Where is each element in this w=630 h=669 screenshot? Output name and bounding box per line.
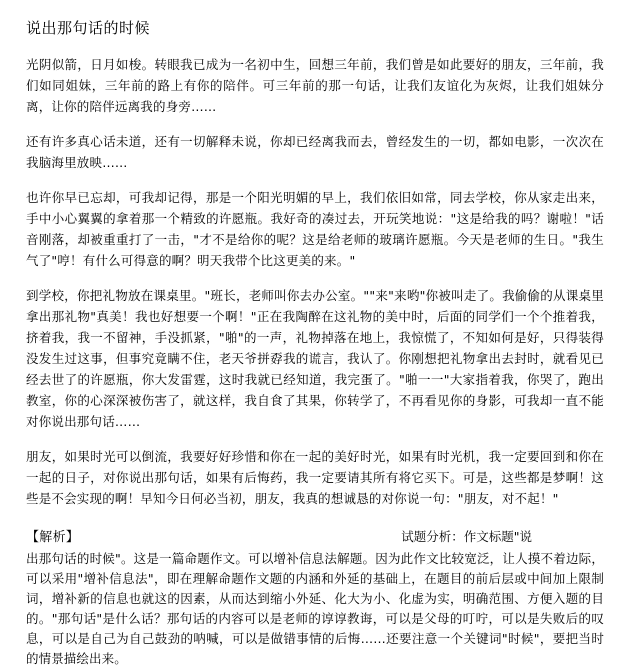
body-paragraph: 还有许多真心话未道，还有一切解释未说，你却已经离我而去，曾经发生的一切，都如电影，一次次在我脑海里放映…… (26, 134, 604, 170)
analysis-question-intro: 试题分析：作文标题"说 (401, 529, 532, 544)
body-paragraph: 朋友，如果时光可以倒流，我要好好珍惜和你在一起的美好时光，如果有时光机，我一定要回到和你在一起的日子，对你说出那句话，如果有后悔药，我一定要请其所有将它买下。可是，这些都是梦啊！这些是不会实现的啊！早知今日何必当初，朋友，我真的想诚恳的对你说一句："朋友，对不起！" (26, 449, 604, 506)
analysis-label: 【解析】 (26, 530, 80, 545)
body-paragraph: 也许你早已忘却，可我却记得，那是一个阳光明媚的早上，我们依旧如常，同去学校，你从家走出来，手中小心翼翼的拿着那一个精致的许愿瓶。我好奇的凑过去，开玩笑地说："这是给我的吗？谢啦！"话音刚落，却被重重打了一击，"才不是给你的呢？这是给老师的玻璃许愿瓶。今天是老师的生日。"我生气了"哼！有什么可得意的啊？明天我带个比这更美的来。" (26, 190, 604, 268)
analysis-body: 出那句话的时候"。这是一篇命题作文。可以增补信息法解题。因为此作文比较宽泛，让人摸不着边际，可以采用"增补信息法"，即在理解命题作文题的内涵和外延的基础上，在题目的前后层或中间加上限制词，增补新的信息也就这的因素，从而达到缩小外延、化大为小、化虚为实，明确范围、方便入题的目的。"那句话"是什么话？那句话的内容可以是老师的谆谆教诲，可以是父母的叮咛，可以是失败后的叹息，可以是自己为自己鼓劲的呐喊，可以是做错事情的后悔……还要注意一个关键词"时候"，要把当时的情景描绘出来。 (26, 551, 604, 666)
body-paragraph: 光阴似箭，日月如梭。转眼我已成为一名初中生，回想三年前，我们曾是如此要好的朋友，三年前，我们如同姐妹，三年前的路上有你的陪伴。可三年前的那一句话，让我们友谊化为灰烬，让我们姐妹分离，让你的陪伴远离我的身旁…… (26, 57, 604, 114)
analysis-section (26, 527, 604, 669)
page-title: 说出那句话的时候 (26, 19, 151, 37)
analysis-header (26, 527, 604, 548)
body-paragraph: 到学校，你把礼物放在课桌里。"班长，老师叫你去办公室。""来"来哟"你被叫走了。我偷偷的从课桌里拿出那礼物"真美！我也好想要一个啊！"正在我陶醉在这礼物的美中时，后面的同学们一个个推着我，挤着我，我一不留神，手没抓紧，"啪"的一声，礼物掉落在地上，我惊慌了，不知如何是好，只得装得没发生过这事，但事究竟瞒不住，老天爷拼孬我的谎言，我认了。你刚想把礼物拿出去封时，就看见已经去世了的许愿瓶，你大发雷霆，这时我就已经知道，我完蛋了。"啪一一"大家指着我，你哭了，跑出教室，你的心深深被伤害了，就这样，我自食了其果，你转学了，不再看见你的身影，可我却一直不能对你说出那句话…… (26, 288, 604, 429)
